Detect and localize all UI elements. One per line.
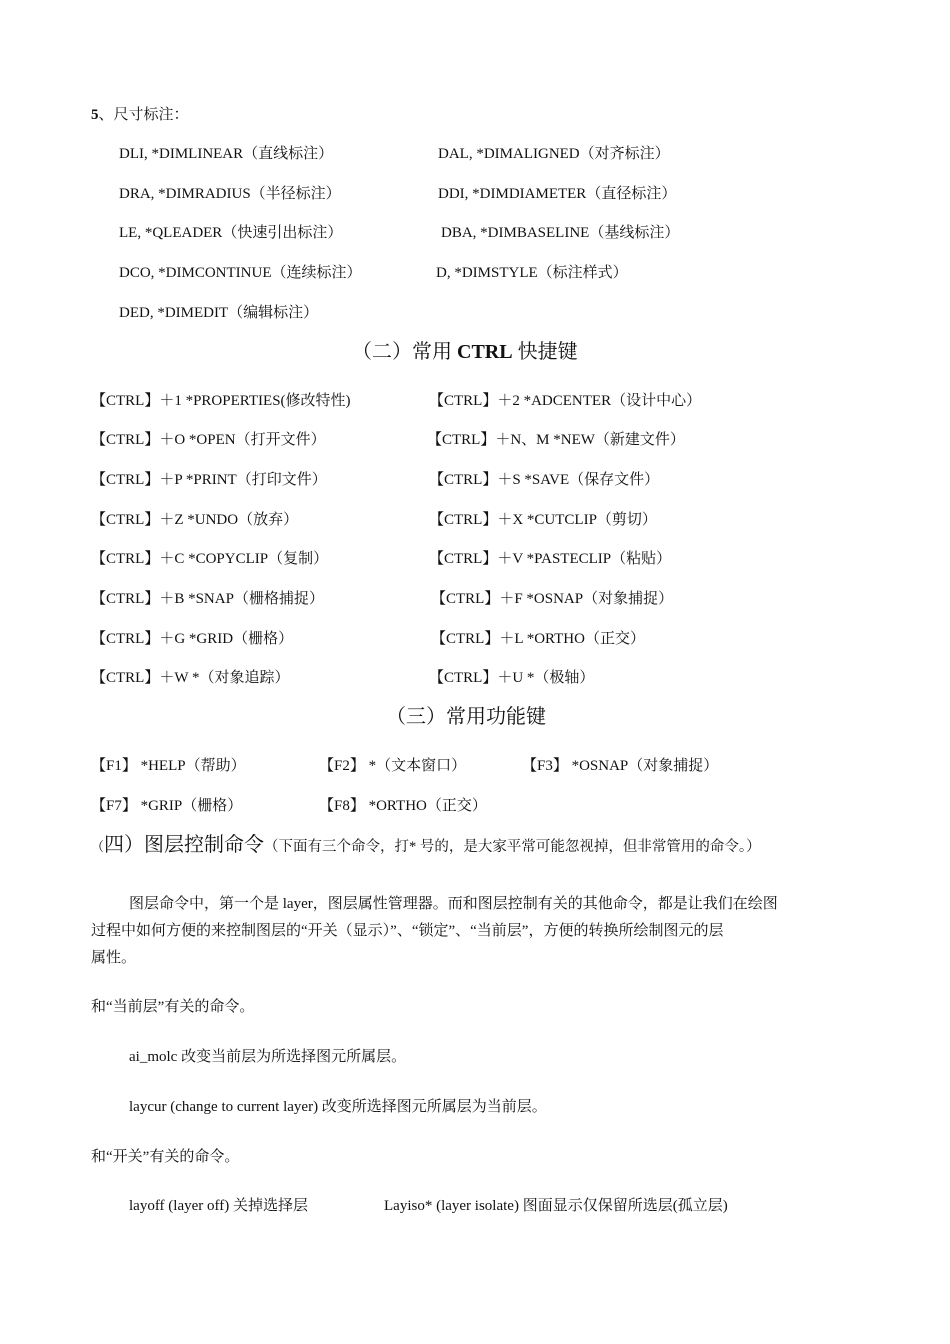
cmd-laycur: laycur (change to current layer) 改变所选择图元所属层为当前层。 [129,1099,547,1115]
ctrl-shortcut-2: 【CTRL】＋2 *ADCENTER（设计中心） [429,393,702,409]
dim-cmd-d: D, *DIMSTYLE（标注样式） [436,265,628,281]
layer-heading-note: （下面有三个命令，打* 号的，是大家平常可能忽视掉，但非常管用的命令。） [264,839,761,855]
ctrl-shortcut-z: 【CTRL】＋Z *UNDO（放弃） [91,512,299,528]
ctrl-shortcut-n: 【CTRL】＋N、M *NEW（新建文件） [427,432,685,448]
ctrl-shortcut-f: 【CTRL】＋F *OSNAP（对象捕捉） [431,591,674,607]
cmd-ai-molc: ai_molc 改变当前层为所选择图元所属层。 [129,1049,407,1065]
fkey-f2: 【F2】 *（文本窗口） [319,758,467,774]
layer-section-heading [91,835,761,855]
ctrl-shortcut-1: 【CTRL】＋1 *PROPERTIES(修改特性) [91,393,351,409]
current-layer-title: 和“当前层”有关的命令。 [91,999,255,1015]
ctrl-shortcut-v: 【CTRL】＋V *PASTECLIP（粘贴） [429,551,672,567]
dim-cmd-dba: DBA, *DIMBASELINE（基线标注） [441,225,680,241]
ctrl-shortcut-l: 【CTRL】＋L *ORTHO（正交） [431,631,645,647]
ctrl-shortcut-x: 【CTRL】＋X *CUTCLIP（剪切） [429,512,657,528]
ctrl-heading-post: 快捷键 [512,341,578,363]
dim-cmd-dal: DAL, *DIMALIGNED（对齐标注） [438,146,670,162]
section5-title [91,108,189,123]
ctrl-shortcut-b: 【CTRL】＋B *SNAP（栅格捕捉） [91,591,324,607]
dim-cmd-dli: DLI, *DIMLINEAR（直线标注） [119,146,334,162]
ctrl-shortcut-o: 【CTRL】＋O *OPEN（打开文件） [91,432,326,448]
ctrl-shortcut-p: 【CTRL】＋P *PRINT（打印文件） [91,472,327,488]
dim-cmd-ded: DED, *DIMEDIT（编辑标注） [119,305,319,321]
layer-paragraph-line-1: 图层命令中，第一个是 layer，图层属性管理器。而和图层控制有关的其他命令，都是让我们在绘图 [129,896,778,912]
ctrl-section-heading [352,342,578,362]
dim-cmd-dco: DCO, *DIMCONTINUE（连续标注） [119,265,362,281]
ctrl-shortcut-u: 【CTRL】＋U *（极轴） [429,670,595,686]
ctrl-heading-bold: CTRL [457,341,513,363]
layer-paragraph-line-3: 属性。 [91,950,137,966]
ctrl-shortcut-w: 【CTRL】＋W *（对象追踪） [91,670,290,686]
ctrl-shortcut-g: 【CTRL】＋G *GRID（栅格） [91,631,294,647]
ctrl-shortcut-c: 【CTRL】＋C *COPYCLIP（复制） [91,551,329,567]
fkey-section-heading: （三）常用功能键 [386,706,546,728]
section5-title-text: 、尺寸标注： [98,107,189,123]
cmd-layiso: Layiso* (layer isolate) 图面显示仅保留所选层(孤立层) [384,1198,728,1214]
dim-cmd-ddi: DDI, *DIMDIAMETER（直径标注） [438,186,677,202]
dim-cmd-dra: DRA, *DIMRADIUS（半径标注） [119,186,341,202]
layer-heading-main: 四）图层控制命令 [104,834,265,856]
layer-paragraph-line-2: 过程中如何方便的来控制图层的“开关（显示）”、“锁定”、“当前层”，方便的转换所绘制图元的层 [91,923,724,939]
ctrl-heading-pre: （二）常用 [352,341,457,363]
fkey-f7: 【F7】 *GRIP（栅格） [91,798,243,814]
fkey-f1: 【F1】 *HELP（帮助） [91,758,246,774]
cmd-layoff: layoff (layer off) 关掉选择层 [129,1198,308,1214]
dim-cmd-le: LE, *QLEADER（快速引出标注） [119,225,343,241]
layer-heading-open: （ [91,839,105,854]
ctrl-shortcut-s: 【CTRL】＋S *SAVE（保存文件） [429,472,660,488]
fkey-f8: 【F8】 *ORTHO（正交） [319,798,487,814]
switch-title: 和“开关”有关的命令。 [91,1149,240,1165]
fkey-f3: 【F3】 *OSNAP（对象捕捉） [522,758,719,774]
section5-number: 5 [91,107,99,123]
